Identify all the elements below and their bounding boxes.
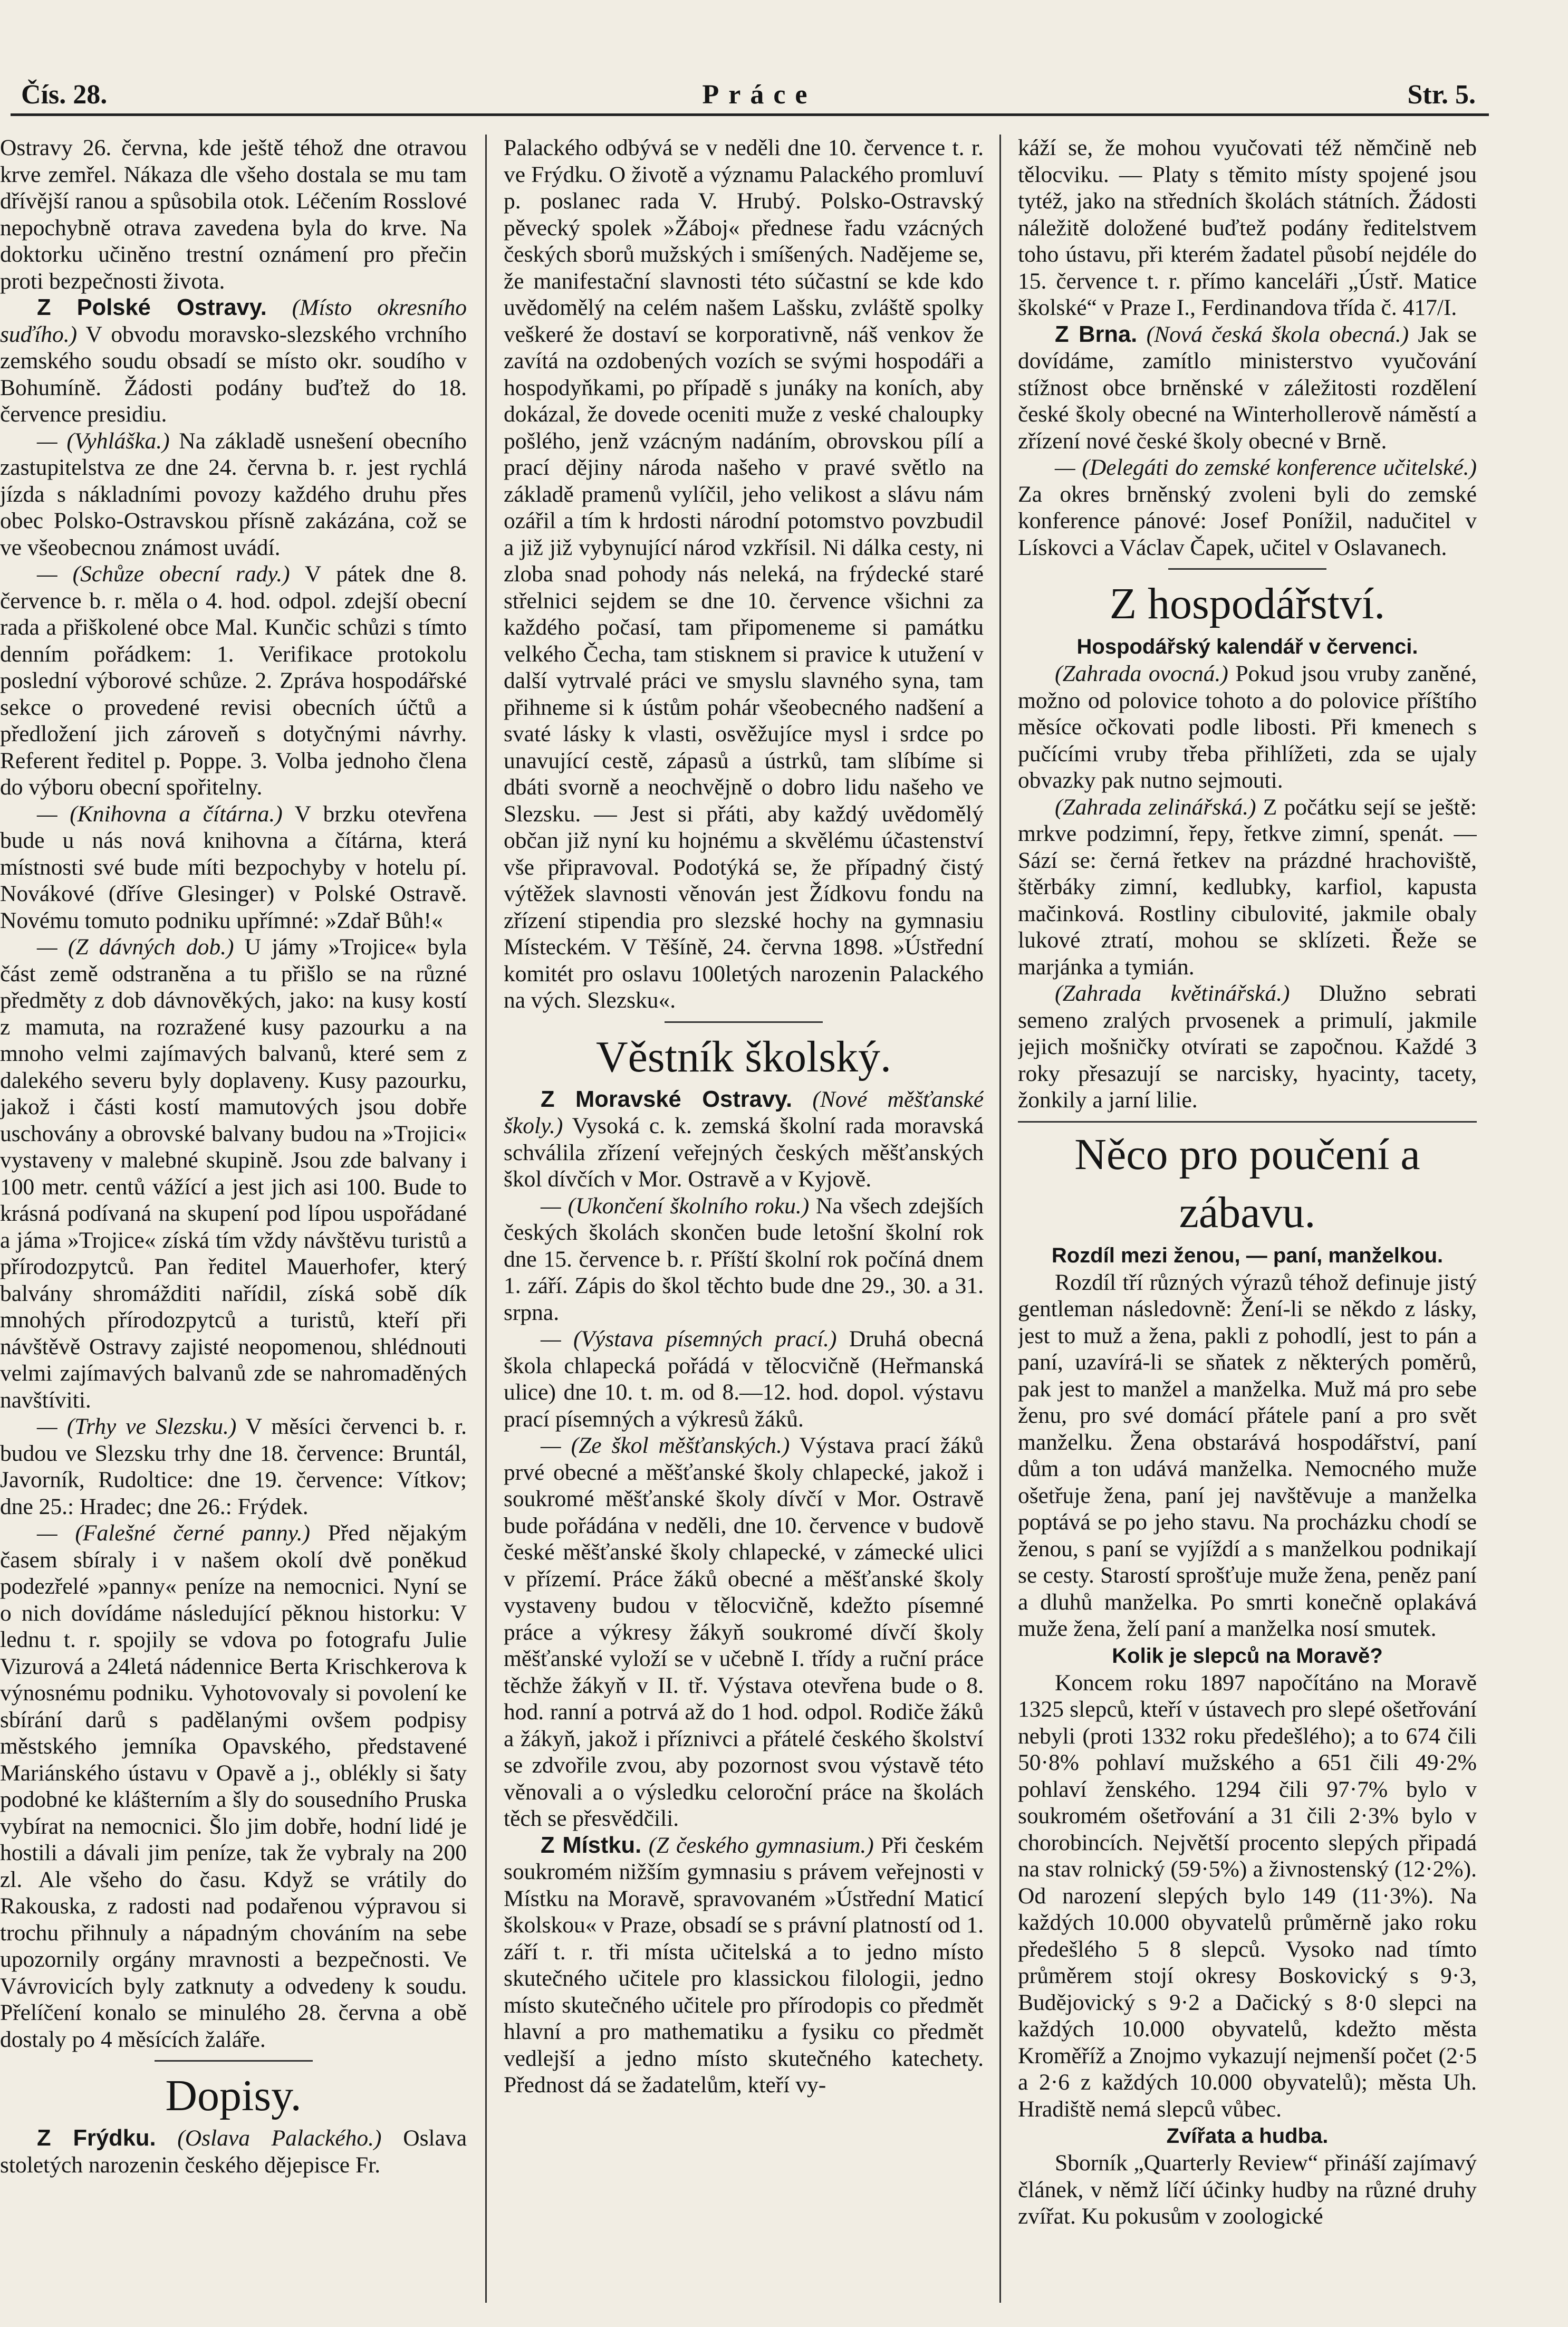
- article-subtitle: (Zahrada zelinářská.): [1055, 794, 1256, 820]
- subsection-heading: Hospodářský kalendář v červenci.: [1076, 635, 1418, 658]
- article-subtitle: — (Knihovna a čítárna.): [37, 801, 283, 827]
- section-heading-vestnik: Věstník školský.: [595, 1032, 892, 1081]
- page-number: Str. 5.: [1407, 80, 1476, 110]
- article-paragraph: — (Trhy ve Slezsku.) V měsíci červenci b. r. budou ve Slezsku trhy dne 18. července: Bruntál, Javorník, Rudoltice: dne 19. července: Vítkov; dne 25.: Hradec; dne 26.: Frýdek.: [0, 1414, 467, 1519]
- section-heading-hospodarstvi: Z hospodářství.: [1109, 579, 1386, 628]
- article-subtitle: (Zahrada květinářská.): [1055, 981, 1290, 1006]
- article-paragraph: — (Z dávných dob.) U jámy »Trojice« byla část země odstraněna a tu přišlo se na různé předměty z dob dávnověkých, jako: na kusy kostí z mamuta, na rozražené kusy pazourku a na mnoho velmi zajímavých balvanů, které sem z dalekého severu byly doplaveny. Kusy pazourku, jakož i části kostí mamutových jsou dobře uschovány a obrovské balvany budou na »Trojici« vystaveny v malebné skupině. Jsou zde balvany i 100 metr. centů vážící a jest jich asi 100. Bude to krásná podívaná na skupení pod lípou uspořádané a jáma »Trojice« získá tím vždy návštěvu turistů a přírodozpytců. Pan ředitel Mauerhofer, který balvány shromážditi nařídil, získá sobě dík mnohých přírodozpytců a turistů, kteří při návštěvě Ostravy zajisté neopomenou, shlédnouti velmi zajímavých balvanů zde se nahromaděných navštíviti.: [0, 934, 467, 1413]
- article-paragraph: Z Frýdku. (Oslava Palackého.) Oslava stoletých narozenin českého dějepisce Fr.: [0, 2125, 467, 2178]
- article-paragraph: — (Ukončení školního roku.) Na všech zdejších českých školách skončen bude letošní školní rok dne 15. července b. r. Příští školní rok počíná dnem 1. září. Zápis do škol těchto bude dne 29., 30. a 31. srpna.: [504, 1193, 984, 1325]
- issue-number: Čís. 28.: [21, 80, 108, 110]
- article-paragraph: — (Delegáti do zemské konference učitelské.) Za okres brněnský zvoleni byli do zemské konference pánové: Josef Ponížil, nadučitel v Lískovci a Václav Čapek, učitel v Oslavanech.: [1018, 455, 1477, 560]
- article-paragraph: — (Knihovna a čítárna.) V brzku otevřena bude u nás nová knihovna a čítárna, která místnosti své bude míti bezpochyby v hotelu pí. Novákové (dříve Glesinger) v Polské Ostravě. Novému tomuto podniku upřímné: »Zdař Bůh!«: [0, 801, 467, 933]
- section-heading-dopisy: Dopisy.: [165, 2071, 302, 2120]
- article-paragraph: káží se, že mohou vyučovati též němčině neb tělocviku. — Platy s těmito místy spojené jsou tytéž, jako na středních školách státních. Žádosti náležitě doložené buďtež podány ředitelstvem toho ústavu, při kterém žadatel působí nejdéle do 15. července t. r. přímo kanceláři „Ústř. Matice školské“ v Praze I., Ferdinandova třída č. 417/I.: [1018, 135, 1477, 320]
- article-title: Z Polské Ostravy.: [37, 295, 267, 320]
- article-paragraph: Palackého odbývá se v neděli dne 10. července t. r. ve Frýdku. O životě a významu Palackého promluví p. poslanec rada V. Hrubý. Polsko-Ostravský pěvecký spolek »Žáboj« přednese řadu vzácných českých sborů mužských i smíšených. Nadějeme se, že manifestační slavnosti této súčastní se kde kdo uvědomělý na celém našem Lašsku, zvláště spolky veškeré že dostaví se korporativně, náš venkov že zavítá na ozdobených vozích se svými hospodáři a hospodyňkami, po případě s junáky na koních, aby dokázal, že dovede oceniti muže z veské chaloupky pošlého, jenž vzácným nadáním, obrovskou pílí a prací dějiny národa našeho v pravé světlo na základě pramenů vylíčil, jeho velikost a slávu nám ozářil a tím k hrdosti národní potomstvo povzbudil a již již vybynující národ vzkřísil. Ni dálka cesty, ni zloba snad pohody nás neleká, na frýdecké staré střelnici sejdem se dne 10. července všichni za každého počasí, tam připomeneme si památku velkého Čecha, tam stisknem si pravice k utužení v další vytrvalé práci ve smyslu slavného syna, tam přihneme si k ústům pohár všeobecného nadšení a svaté lásky k vlasti, osvěžujíce mysl i srdce po unavující cestě, zápasů a ústrků, tam slíbíme si dbáti svorně a neochvějně o dobro lidu našeho ve Slezsku. — Jest si přáti, aby každý uvědomělý občan již nyní ku hojnému a skvělému účastenství vše připravoval. Podotýká se, že případný čistý výtěžek slavnosti věnován jest Žídkovu fondu na zřízení stipendia pro slezské hochy na gymnasiu Místeckém. V Těšíně, 24. června 1898. »Ústřední komitét pro oslavu 100letých narozenin Palackého na vých. Slezsku«.: [504, 135, 984, 1013]
- article-paragraph: (Zahrada květinářská.) Dlužno sebrati semeno zralých prvosenek a primulí, jakmile jejich mošničky otvírati se započnou. Každé 3 roky přesazují se narcisky, hyacinty, tacety, žonkily a jarní lilie.: [1018, 981, 1477, 1113]
- article-subtitle: — (Falešné černé panny.): [37, 1520, 310, 1546]
- column-2: [504, 135, 984, 2308]
- article-paragraph: (Zahrada ovocná.) Pokud jsou vruby zaněné, možno od polovice tohoto a do polovice příštího měsíce očkovati podle libosti. Při kmenech s pučícími vruby třeba přihlížeti, zda se ujaly obvazky pak nutno sejmouti.: [1018, 661, 1477, 793]
- article-paragraph: Z Moravské Ostravy. (Nové měšťanské školy.) Vysoká c. k. zemská školní rada moravská schválila zřízení veřejných českých měšťanských škol dívčích v Mor. Ostravě a v Kyjově.: [504, 1086, 984, 1192]
- article-subtitle: — (Trhy ve Slezsku.): [37, 1414, 237, 1439]
- column-divider: [999, 135, 1001, 2303]
- article-paragraph: — (Vyhláška.) Na základě usnešení obecního zastupitelstva ze dne 24. června b. r. jest rychlá jízda s nákladními povozy každého druhu přes obec Polsko-Ostravskou přísně zakázána, což se ve všeobecnou známost uvádí.: [0, 428, 467, 560]
- article-subtitle: — (Delegáti do zemské konference učitelské.): [1055, 455, 1477, 480]
- subsection-heading: Zvířata a hudba.: [1166, 2124, 1329, 2148]
- article-paragraph: Sborník „Quarterly Review“ přináší zajímavý článek, v němž líčí účinky hudby na různé druhy zvířat. Ku pokusům v zoologické: [1018, 2150, 1477, 2229]
- article-subtitle: (Místo okresního suďího.): [0, 295, 467, 347]
- section-heading-neco: Něco pro poučení a zábavu.: [1018, 1121, 1477, 1242]
- article-subtitle: — (Schůze obecní rady.): [37, 561, 290, 587]
- subsection-heading: Kolik je slepců na Moravě?: [1112, 1644, 1383, 1668]
- article-paragraph: — (Schůze obecní rady.) V pátek dne 8. července b. r. měla o 4. hod. odpol. zdejší obecní rada a přiškolené obce Mal. Kunčic schůzi s tímto denním pořádkem: 1. Verifikace protokolu poslední výborové schůze. 2. Zpráva hospodářské sekce o provedené revisi obecních účtů a předložení jich zároveň s dotyčnými návrhy. Referent ředitel p. Poppe. 3. Volba jednoho člena do výboru obecní spořitelny.: [0, 561, 467, 800]
- article-title: Z Frýdku.: [37, 2125, 156, 2151]
- article-subtitle: — (Výstava písemných prací.): [541, 1326, 837, 1352]
- section-rule: [665, 1021, 823, 1023]
- column-1: [0, 135, 467, 2308]
- article-subtitle: (Zahrada ovocná.): [1055, 661, 1228, 686]
- article-paragraph: (Zahrada zelinářská.) Z počátku sejí se ještě: mrkve podzimní, řepy, řetkve zimní, spenát. — Sází se: černá řetkev na prázdné hrachoviště, štěrbáky zimní, kedlubky, karfiol, kapusta mačinková. Rostliny cibulovité, jakmile obaly lukové ztratí, mohou se sklízeti. Řeže se marjánka a tymián.: [1018, 794, 1477, 980]
- article-paragraph: Koncem roku 1897 napočítáno na Moravě 1325 slepců, kteří v ústavech pro slepé ošetřování nebyli (proti 1332 roku předešlého); a to 674 čili 50·8% pohlaví mužského a 651 čili 49·2% pohlaví ženského. 1294 čili 97·7% bylo v soukromém ošetřování a 31 čili 2·3% bylo v chorobincích. Největší procento slepých připadá na stav rolnický (59·5%) a živnostenský (12·2%). Od narození slepých bylo 149 (11·3%). Na každých 10.000 obyvatelů průměrně jako roku předešlého 5 8 slepců. Vysoko nad tímto průměrem stojí okresy Boskovický s 9·3, Budějovický s 9·2 a Dačický s 8·0 slepci na každých 10.000 obyvatelů, kdežto města Kroměříž a Znojmo vykazují nejmenší počet (2·5 a 2·6 z každých 10.000 obyvatelů); města Uh. Hradiště nemá slepců vůbec.: [1018, 1670, 1477, 2122]
- article-paragraph: Ostravy 26. června, kde ještě téhož dne otravou krve zemřel. Nákaza dle všeho dostala se mu tam dřívější ranou a spůsobila otok. Léčením Rosslové nepochybně otrava zavedena byla do krve. Na doktorku učiněno trestní oznámení pro přečin proti bezpečnosti života.: [0, 135, 467, 294]
- article-subtitle: — (Ze škol měšťanských.): [541, 1433, 790, 1458]
- header-rule: [11, 113, 1489, 116]
- subsection-heading: Rozdíl mezi ženou, — paní, manželkou.: [1051, 1243, 1444, 1267]
- newspaper-title: Práce: [702, 80, 817, 110]
- column-3: [1018, 135, 1477, 2308]
- article-subtitle: — (Z dávných dob.): [37, 934, 234, 960]
- article-paragraph: — (Falešné černé panny.) Před nějakým časem sbíraly i v našem okolí dvě poněkud podezřelé »panny« peníze na nemocnici. Nyní se o nich dovídáme následující pěknou historku: V lednu t. r. spojily se vdova po fotografu Julie Vizurová a 24letá nádennice Berta Krischkerova k výnosnému podniku. Vyhotovovaly si povolení ke sbírání darů s padělanými ovšem podpisy městského jemníka Opavského, představené Mariánského ústavu v Opavě a j., oblékly si šaty podobné ke klášterním a šly do sousedního Pruska vybírat na nemocnici. Šlo jim dobře, hodní lidé je hostili a dávali jim peníze, tak že vybraly na 200 zl. Ale všeho do času. Když se vrátily do Rakouska, z radosti nad podařenou výpravou si trochu přihnuly a nápadným chováním na sebe upozornily orgány mravnosti a bezpečnosti. Ve Vávrovicích byly zatknuty a odvedeny k soudu. Přelíčení konalo se minulého 28. června a obě dostaly po 4 měsících žaláře.: [0, 1520, 467, 2052]
- article-paragraph: — (Výstava písemných prací.) Druhá obecná škola chlapecká pořádá v tělocvičně (Heřmanská ulice) dne 10. t. m. od 8.—12. hod. dopol. výstavu prací písemných a výkresů žáků.: [504, 1326, 984, 1432]
- article-subtitle: (Oslava Palackého.): [177, 2125, 382, 2151]
- article-subtitle: — (Ukončení školního roku.): [541, 1193, 810, 1219]
- section-rule: [1168, 568, 1326, 570]
- article-title: Z Místku.: [541, 1832, 642, 1858]
- article-paragraph: Z Polské Ostravy. (Místo okresního suďího.) V obvodu moravsko-slezského vrchního zemského soudu obsadí se místo okr. soudího v Bohumíně. Žádosti podány buďtež do 18. července presidiu.: [0, 295, 467, 427]
- article-subtitle: (Z českého gymnasium.): [648, 1832, 874, 1858]
- column-divider: [485, 135, 487, 2303]
- article-subtitle: (Nová česká škola obecná.): [1146, 321, 1409, 347]
- article-paragraph: Z Místku. (Z českého gymnasium.) Při českém soukromém nižším gymnasiu s právem veřejnosti v Místku na Moravě, spravovaném »Ústřední Maticí školskou« v Praze, obsadí se s právní platností od 1. září t. r. tři místa učitelská a to jedno místo skutečného učitele pro klassickou filologii, jedno místo skutečného učitele pro přírodopis co předmět hlavní a pro mathematiku a fysiku co předmět vedlejší a jedno místo skutečného katechety. Přednost dá se žadatelům, kteří vy-: [504, 1832, 984, 2098]
- article-subtitle: (Nové měšťanské školy.): [504, 1086, 984, 1138]
- section-rule: [155, 2060, 313, 2062]
- article-paragraph: Z Brna. (Nová česká škola obecná.) Jak se dovídáme, zamítlo ministerstvo vyučování stížnost obce brněnské v záležitosti rozdělení české školy obecné na Winterhollerově náměstí a zřízení nové české školy obecné v Brně.: [1018, 321, 1477, 454]
- article-title: Z Moravské Ostravy.: [541, 1086, 793, 1112]
- article-paragraph: — (Ze škol měšťanských.) Výstava prací žáků prvé obecné a měšťanské školy chlapecké, jakož i soukromé měšťanské školy dívčí v Mor. Ostravě bude pořádána v neděli, dne 10. července v budově české měšťanské školy chlapecké, v zámecké ulici v přízemí. Práce žáků obecné a měšťanské školy vystaveny budou v tělocvičně, kdežto písemné práce a výkresy žákyň soukromé dívčí školy měšťanské vyloží se v učebně I. třídy a ruční práce těchže žákyň v II. tř. Výstava otevřena bude o 8. hod. ranní a potrvá až do 1 hod. odpol. Rodiče žáků a žákyň, jakož i příznivci a přátelé českého školství se zdvořile zvou, aby pozornost svou výstavě této věnovali a o výsledku celoroční práce na školách těch se přesvědčili.: [504, 1433, 984, 1831]
- article-paragraph: Rozdíl tří různých výrazů téhož definuje jistý gentleman následovně: Žení-li se někdo z lásky, jest to muž a žena, pakli z pohodlí, jest to pán a paní, uzavírá-li se sňatek z některých poměrů, pak jest to manžel a manželka. Muž má pro sebe ženu, pro své domácí přátele paní a pro svět manželku. Žena obstarává hospodářství, paní dům a ton udává manželka. Nemocného muže ošetřuje žena, paní jej navštěvuje a manželka poptává se po jeho stavu. Na procházku chodí se ženou, s paní se vyjíždí a s manželkou podnikají se cesty. Starostí sprošťuje muže žena, peněz paní a dluhů manželka. Po smrti konečně oplakává muže žena, želí paní a manželka nosí smutek.: [1018, 1269, 1477, 1641]
- article-subtitle: — (Vyhláška.): [37, 428, 170, 454]
- article-title: Z Brna.: [1055, 321, 1138, 347]
